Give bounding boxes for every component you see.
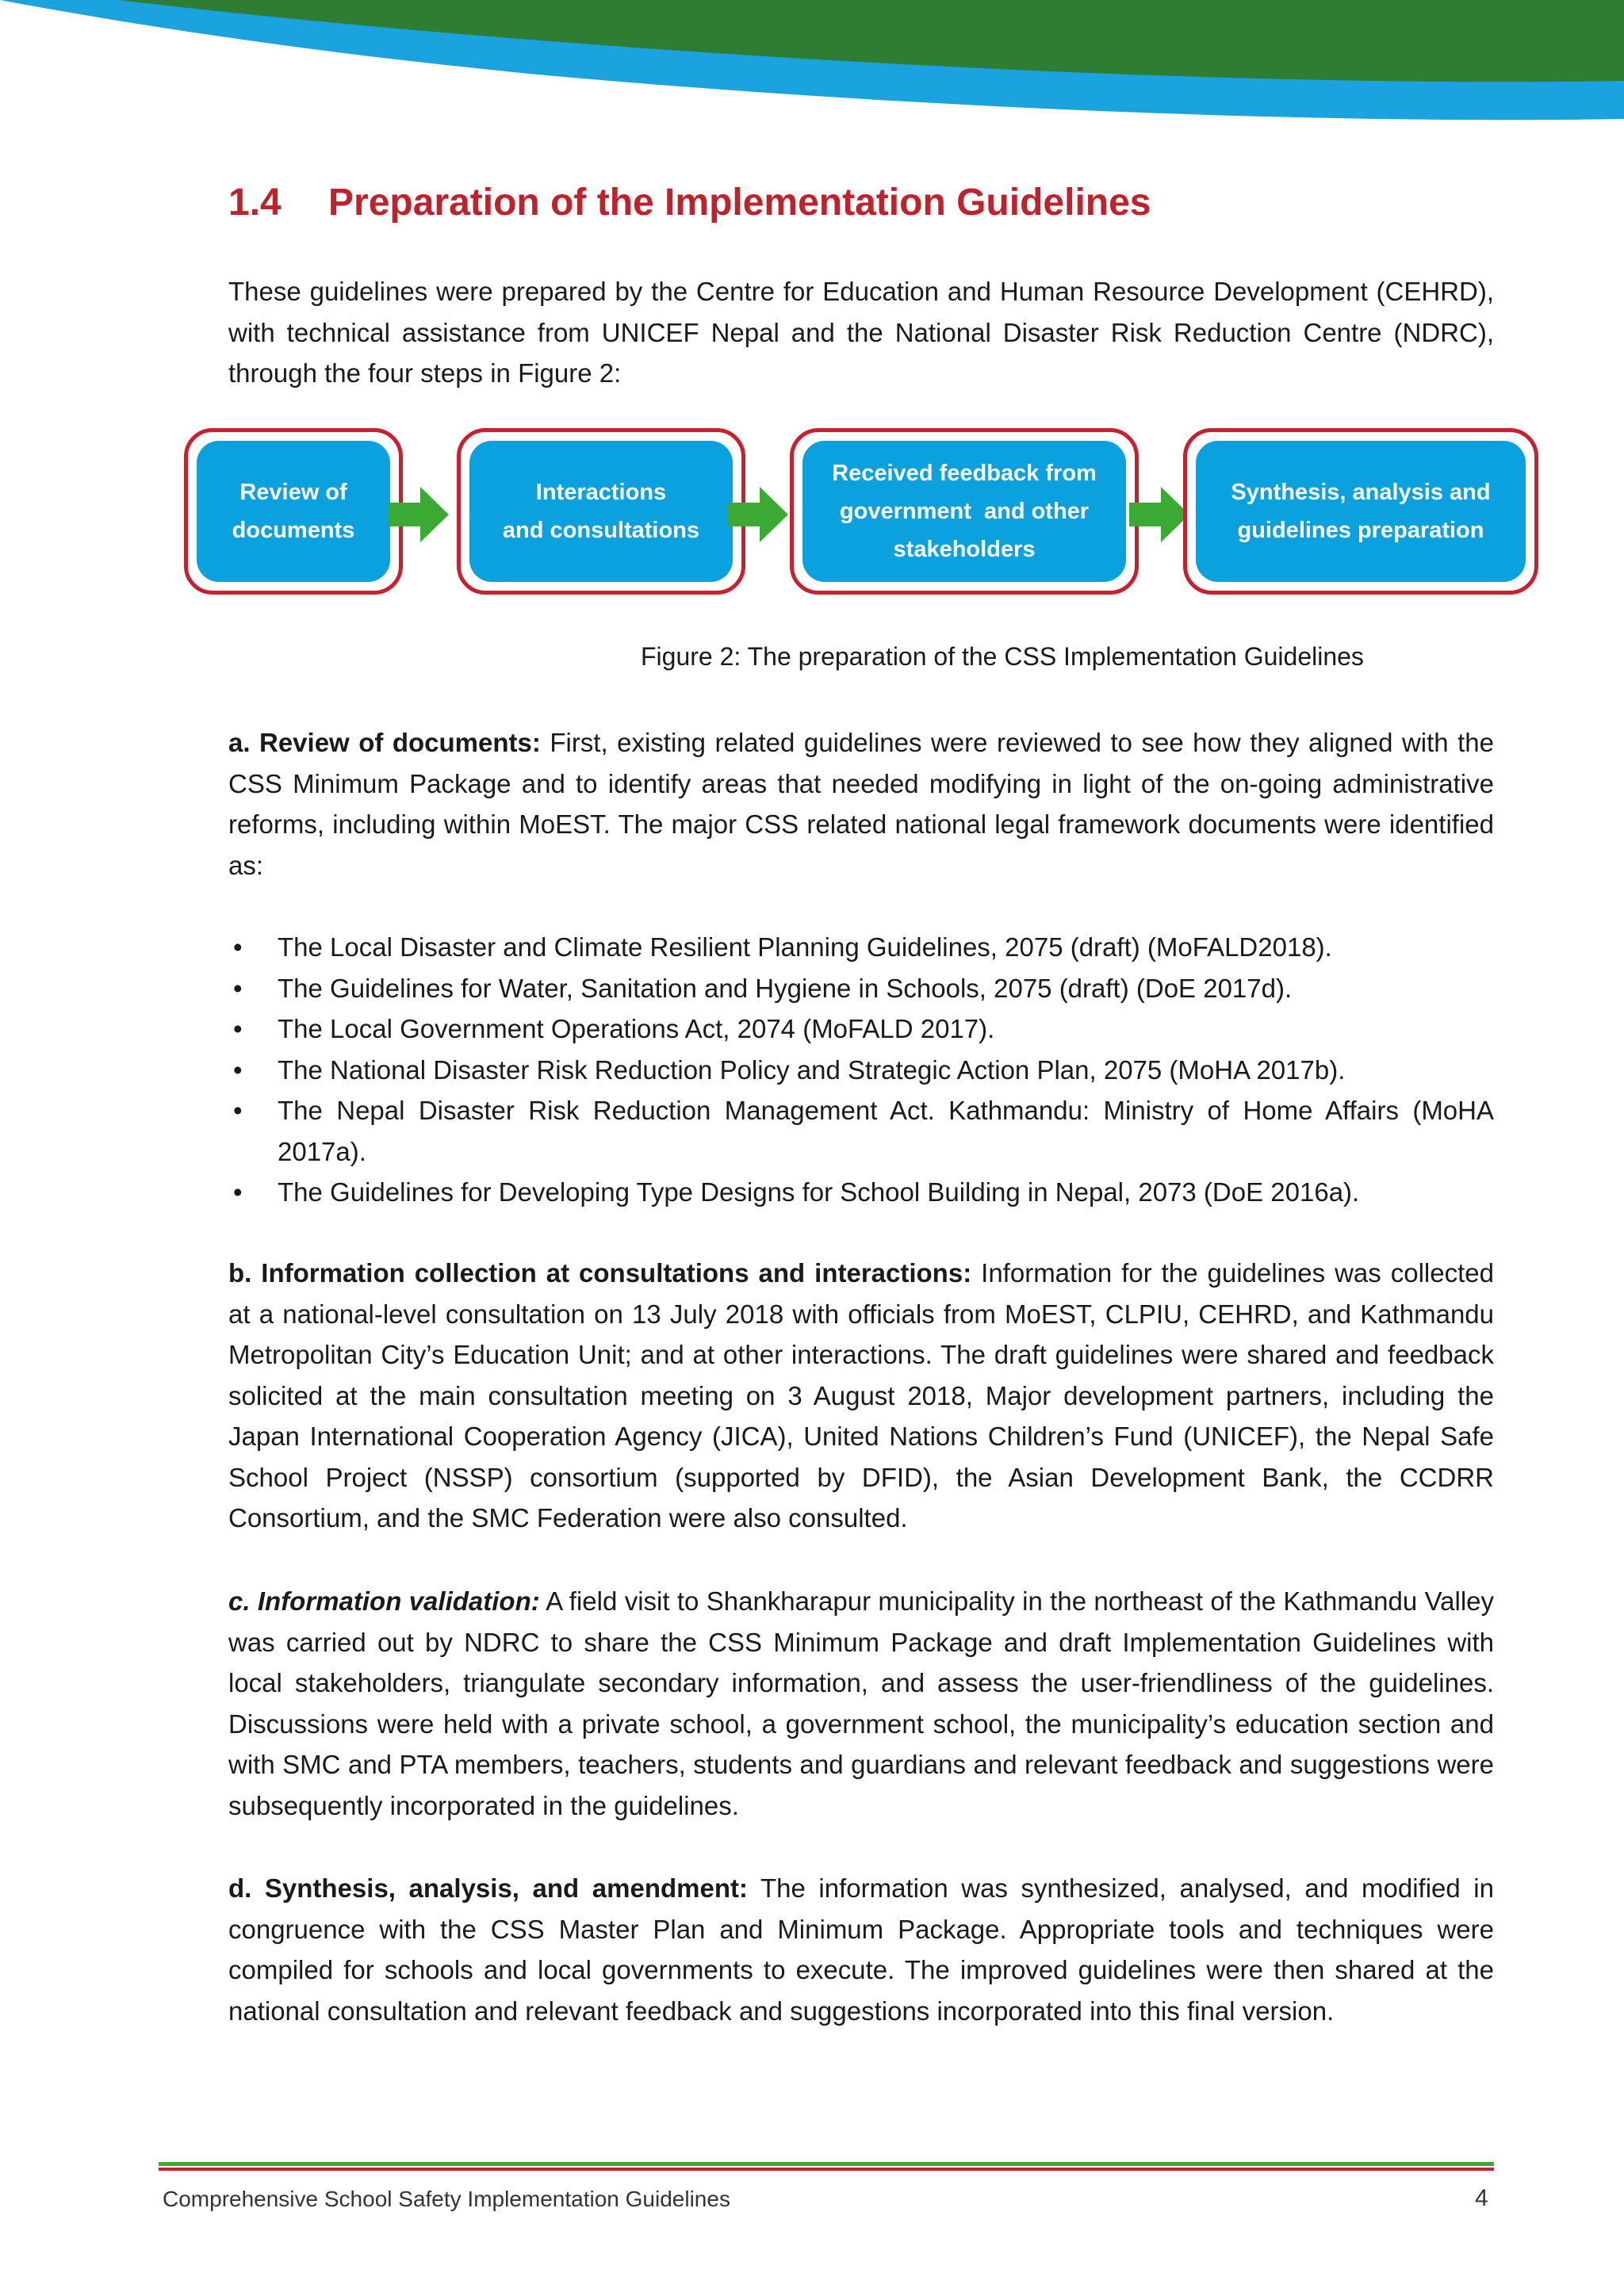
flow-step-2: [457, 428, 745, 595]
list-item: [228, 1090, 1494, 1172]
bullet-icon: •: [233, 1096, 243, 1125]
bullet-icon: •: [233, 1177, 243, 1207]
flow-step-box: [1196, 441, 1526, 582]
process-flow-diagram: [181, 422, 1545, 604]
list-item-text: The Local Disaster and Climate Resilient Planning Guidelines, 2075 (draft) (MoFALD2018).: [278, 932, 1332, 962]
flow-step-label: stakeholders: [893, 537, 1036, 562]
flow-step-label: guidelines preparation: [1237, 518, 1484, 543]
flow-step-box: [197, 441, 390, 582]
bullet-icon: •: [233, 932, 243, 962]
section-b-text: Information for the guidelines was collected at a national-level consultation on 13 July 2018 with officials from MoEST, CLPIU, CEHRD, and Kathmandu Metropolitan City’s Education Unit; and at other interactions. The draft guidelines were shared and feedback solicited at the main consultation meeting on 3 August 2018, Major development partners, including the Japan International Cooperation Agency (JICA), United Nations Children’s Fund (UNICEF), the Nepal Safe School Project (NSSP) consortium (supported by DFID), the Asian Development Bank, the CCDRR Consortium, and the SMC Federation were also consulted.: [228, 1258, 1494, 1533]
section-c-heading: c. Information validation:: [228, 1586, 540, 1616]
flow-step-label: and consultations: [502, 518, 700, 543]
reference-list: [228, 927, 1494, 1213]
footer-divider-red: [159, 2168, 1494, 2171]
flow-step-3: [790, 428, 1139, 595]
section-c-paragraph: [228, 1581, 1494, 1826]
list-item-text: The Local Government Operations Act, 2074 (MoFALD 2017).: [278, 1014, 995, 1043]
bullet-icon: •: [233, 973, 243, 1003]
flow-step-1: [184, 428, 403, 595]
section-heading: [228, 181, 1151, 224]
list-item: [228, 927, 1494, 968]
section-a-text: First, existing related guidelines were reviewed to see how they aligned with the CSS Minimum Package and to identify areas that needed modifying in light of the on-going administrative reforms, including within MoEST. The major CSS related national legal framework documents were identified as:: [228, 728, 1494, 880]
page-number: 4: [1475, 2185, 1488, 2211]
arrow-right-icon: [389, 487, 449, 542]
intro-paragraph: These guidelines were prepared by the Centre for Education and Human Resource Development (CEHRD), with technical assistance from UNICEF Nepal and the National Disaster Risk Reduction Centre (NDRC), through the four steps in Figure 2:: [228, 277, 1494, 388]
flow-step-label: Review of: [239, 480, 347, 505]
section-title: Preparation of the Implementation Guidelines: [328, 182, 1151, 224]
bullet-icon: •: [233, 1054, 243, 1085]
footer-title: Comprehensive School Safety Implementation Guidelines: [163, 2187, 730, 2211]
list-item: [228, 1008, 1494, 1050]
section-d-heading: d. Synthesis, analysis, and amendment:: [228, 1873, 748, 1903]
flow-step-label: documents: [232, 518, 355, 543]
section-b-paragraph: [228, 1253, 1494, 1539]
flow-step-4: [1183, 428, 1538, 595]
arrow-right-icon: [728, 487, 788, 542]
list-item-text: The Guidelines for Water, Sanitation and Hygiene in Schools, 2075 (draft) (DoE 2017d).: [278, 973, 1293, 1003]
flow-step-label: Received feedback from: [832, 461, 1097, 486]
section-c-text: A field visit to Shankharapur municipality in the northeast of the Kathmandu Valley was carried out by NDRC to share the CSS Minimum Package and draft Implementation Guidelines with local stakeholders, triangulate secondary information, and assess the user-friendliness of the guidelines. Discussions were held with a private school, a government school, the municipality’s education section and with SMC and PTA members, teachers, students and guardians and relevant feedback and suggestions were subsequently incorporated in the guidelines.: [228, 1586, 1495, 1820]
section-d-paragraph: [228, 1868, 1494, 2031]
section-a-paragraph: [228, 722, 1494, 886]
section-b-heading: b. Information collection at consultations and interactions:: [228, 1258, 972, 1288]
header-banner: [0, 0, 1624, 135]
flow-step-box: [469, 441, 733, 582]
flow-step-box: [802, 441, 1126, 582]
flow-step-label: Synthesis, analysis and: [1231, 480, 1491, 505]
flow-step-label: government and other: [839, 499, 1090, 524]
bullet-icon: •: [233, 1014, 243, 1043]
section-a-heading: a. Review of documents:: [228, 728, 541, 757]
list-item: [228, 1172, 1494, 1213]
flow-step-label: Interactions: [535, 480, 667, 505]
footer-divider-green: [159, 2162, 1494, 2166]
figure-caption: Figure 2: The preparation of the CSS Implementation Guidelines: [641, 642, 1364, 671]
list-item: [228, 1050, 1494, 1091]
list-item: [228, 968, 1494, 1009]
arrow-right-icon: [1129, 487, 1189, 542]
list-item-text: The Nepal Disaster Risk Reduction Management Act. Kathmandu: Ministry of Home Affairs (MoHA 2017a).: [278, 1096, 1494, 1166]
list-item-text: The National Disaster Risk Reduction Policy and Strategic Action Plan, 2075 (MoHA 2017b).: [278, 1054, 1346, 1085]
section-d-text: The information was synthesized, analysed, and modified in congruence with the CSS Master Plan and Minimum Package. Appropriate tools and techniques were compiled for schools and local governments to execute. The improved guidelines were then shared at the national consultation and relevant feedback and suggestions incorporated into this final version.: [228, 1873, 1494, 2026]
section-number: 1.4: [228, 182, 282, 224]
footer-divider: [159, 2162, 1494, 2172]
list-item-text: The Guidelines for Developing Type Designs for School Building in Nepal, 2073 (DoE 2016a).: [278, 1177, 1360, 1207]
